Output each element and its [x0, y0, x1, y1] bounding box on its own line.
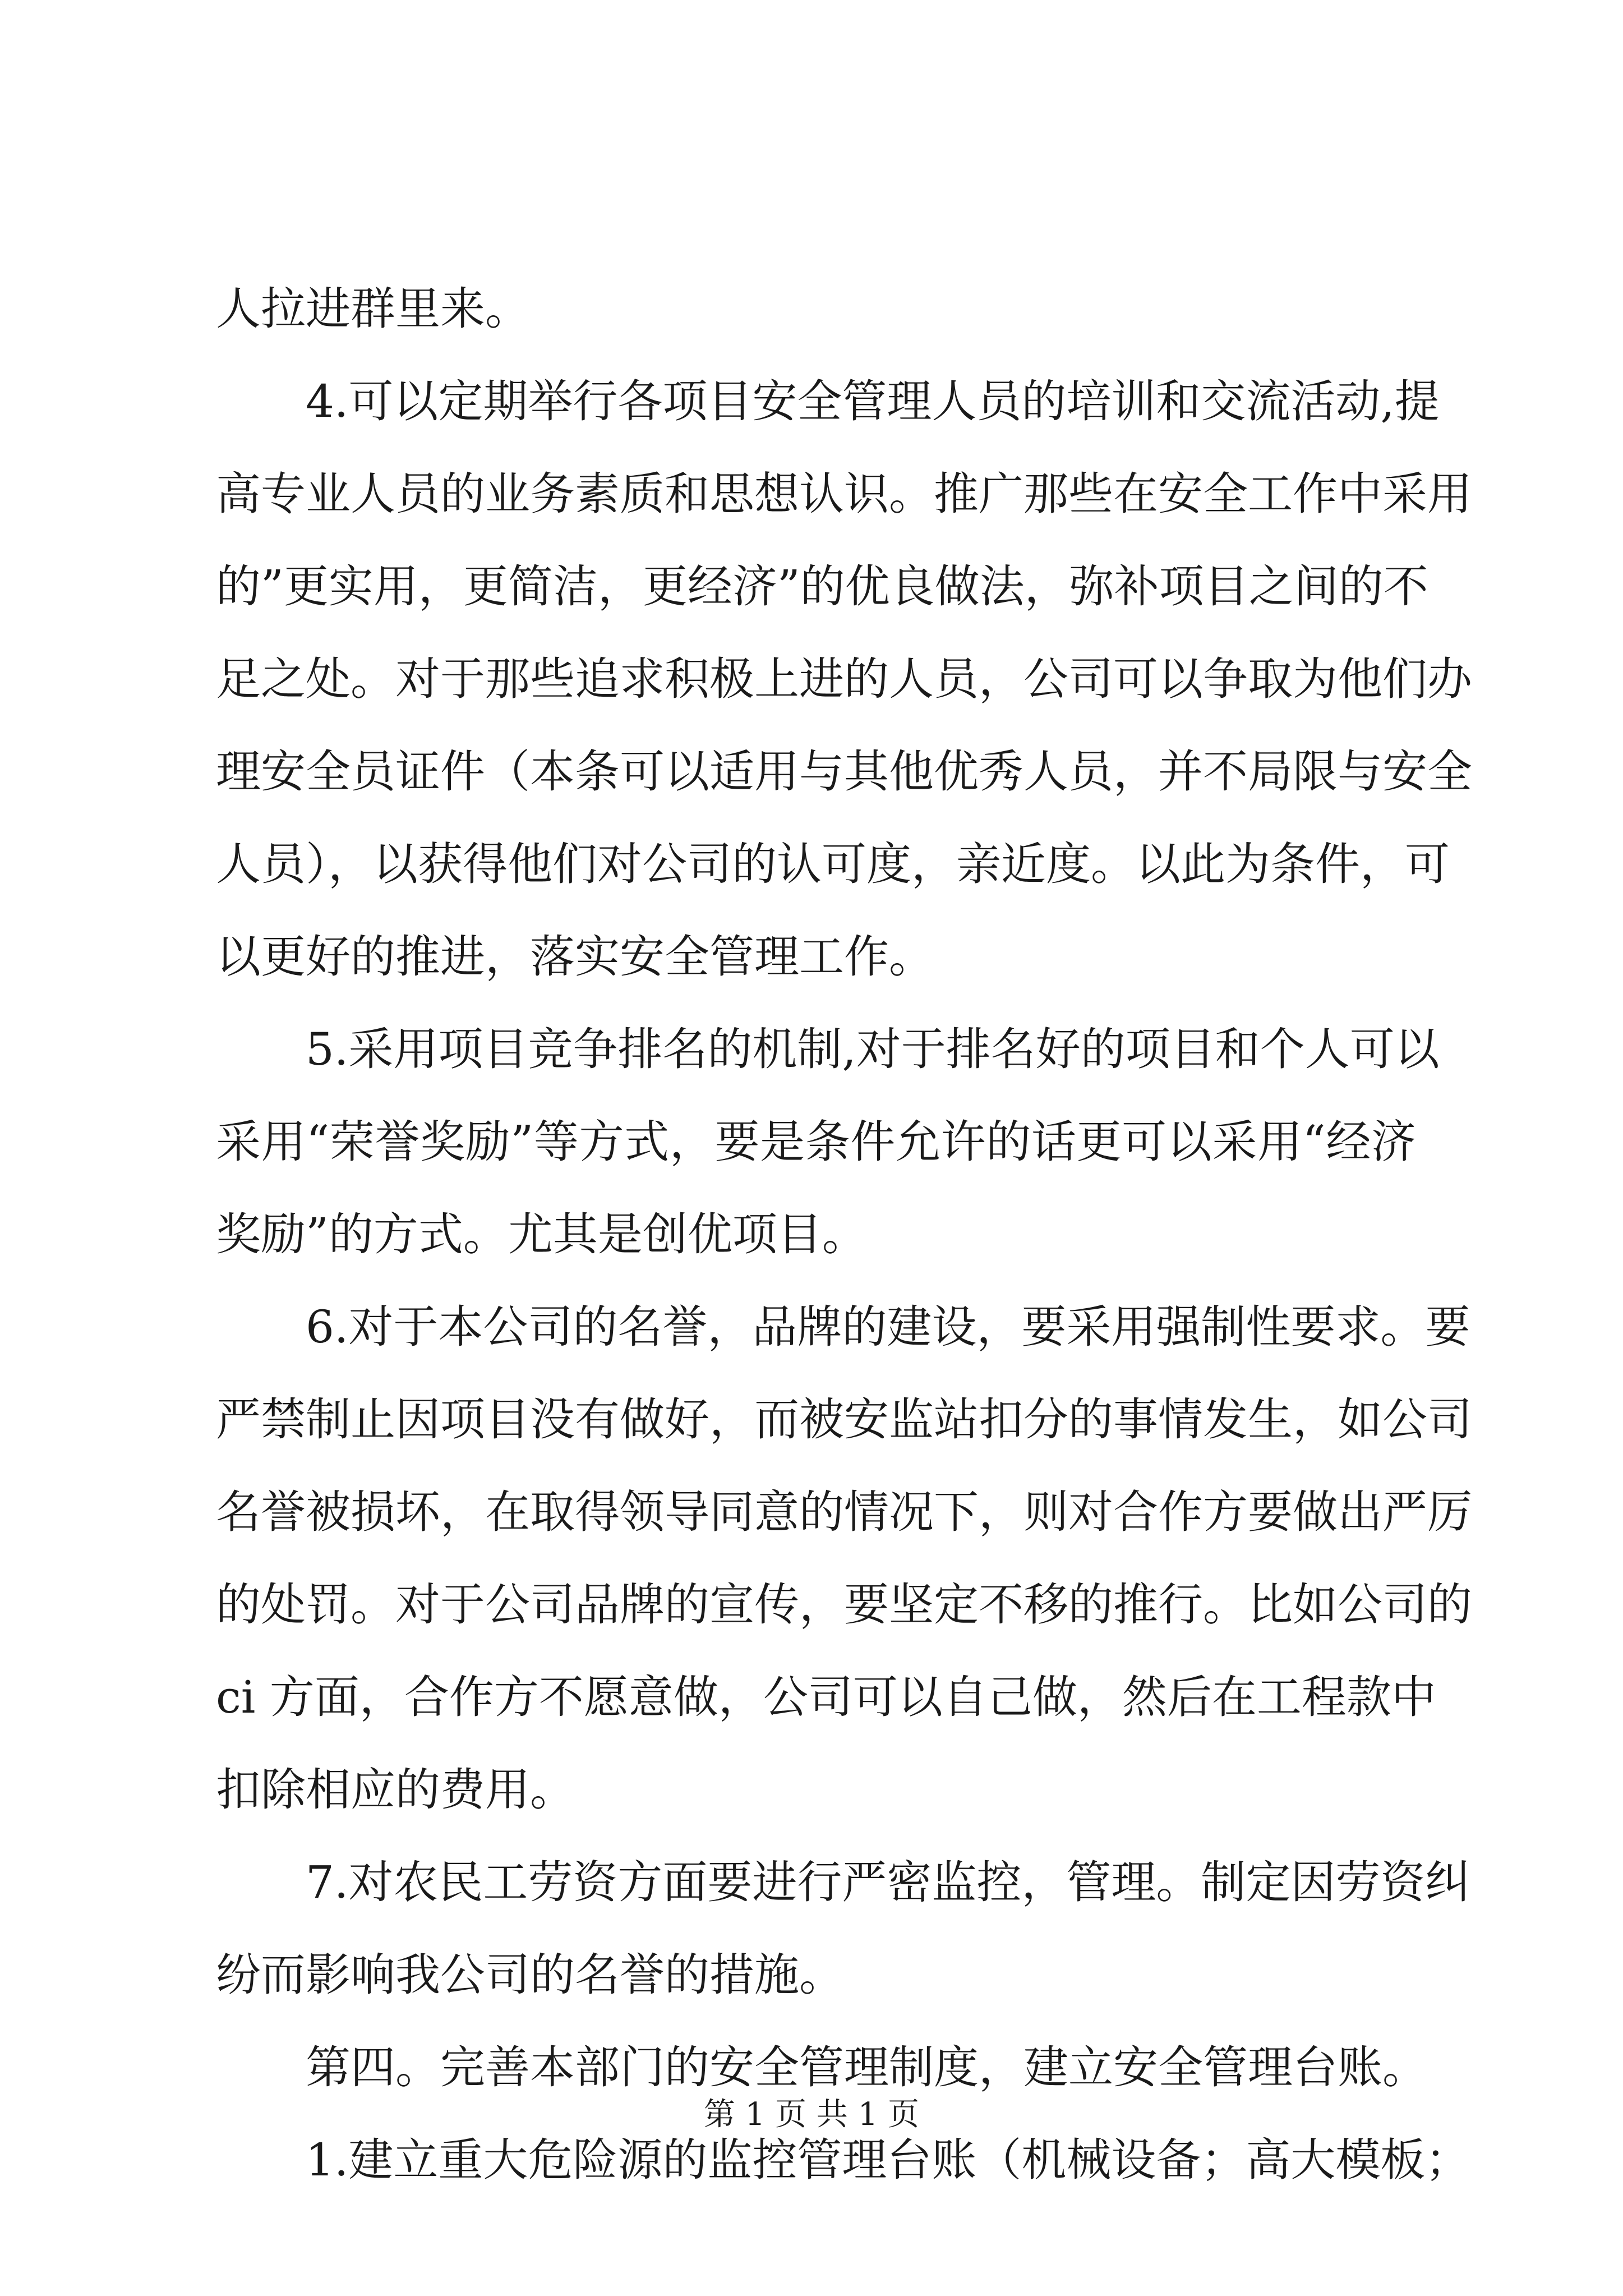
text-line: 高专业人员的业务素质和思想认识。推广那些在安全工作中采用: [216, 468, 1472, 520]
document-body: [216, 263, 1472, 2206]
text-line: 7.对农民工劳资方面要进行严密监控，管理。制定因劳资纠: [306, 1856, 1470, 1908]
text-line: 以更好的推进，落实安全管理工作。: [216, 931, 934, 983]
text-line: 名誉被损坏，在取得领导同意的情况下，则对合作方要做出严厉: [216, 1486, 1472, 1538]
page-footer: 第 1 页 共 1 页: [703, 2096, 920, 2133]
text-line: 采用“荣誉奖励”等方式，要是条件允许的话更可以采用“经济: [216, 1116, 1416, 1168]
text-line: 理安全员证件（本条可以适用与其他优秀人员，并不局限与安全: [216, 746, 1472, 798]
text-line: 人拉进群里来。: [216, 283, 530, 335]
text-line: 扣除相应的费用。: [216, 1764, 575, 1816]
text-line: 6.对于本公司的名誉，品牌的建设，要采用强制性要求。要: [306, 1301, 1470, 1353]
text-line: 足之处。对于那些追求积极上进的人员，公司可以争取为他们办: [216, 653, 1472, 705]
text-line: ci 方面，合作方不愿意做，公司可以自己做，然后在工程款中: [216, 1671, 1436, 1723]
text-line: 5.采用项目竞争排名的机制,对于排名好的项目和个人可以: [306, 1023, 1440, 1075]
text-line: 人员），以获得他们对公司的认可度，亲近度。以此为条件，可: [216, 838, 1450, 890]
text-line: 纷而影响我公司的名誉的措施。: [216, 1949, 844, 2001]
text-line: 的”更实用，更简洁，更经济”的优良做法，弥补项目之间的不: [216, 560, 1428, 613]
text-line: 1.建立重大危险源的监控管理台账（机械设备；高大模板；: [306, 2134, 1470, 2186]
text-line: 第四。完善本部门的安全管理制度，建立安全管理台账。: [306, 2041, 1427, 2093]
text-line: 4.可以定期举行各项目安全管理人员的培训和交流活动,提: [306, 375, 1440, 427]
text-line: 严禁制止因项目没有做好，而被安监站扣分的事情发生，如公司: [216, 1393, 1472, 1446]
text-line: 奖励”的方式。尤其是创优项目。: [216, 1208, 867, 1260]
text-line: 的处罚。对于公司品牌的宣传，要坚定不移的推行。比如公司的: [216, 1579, 1472, 1631]
